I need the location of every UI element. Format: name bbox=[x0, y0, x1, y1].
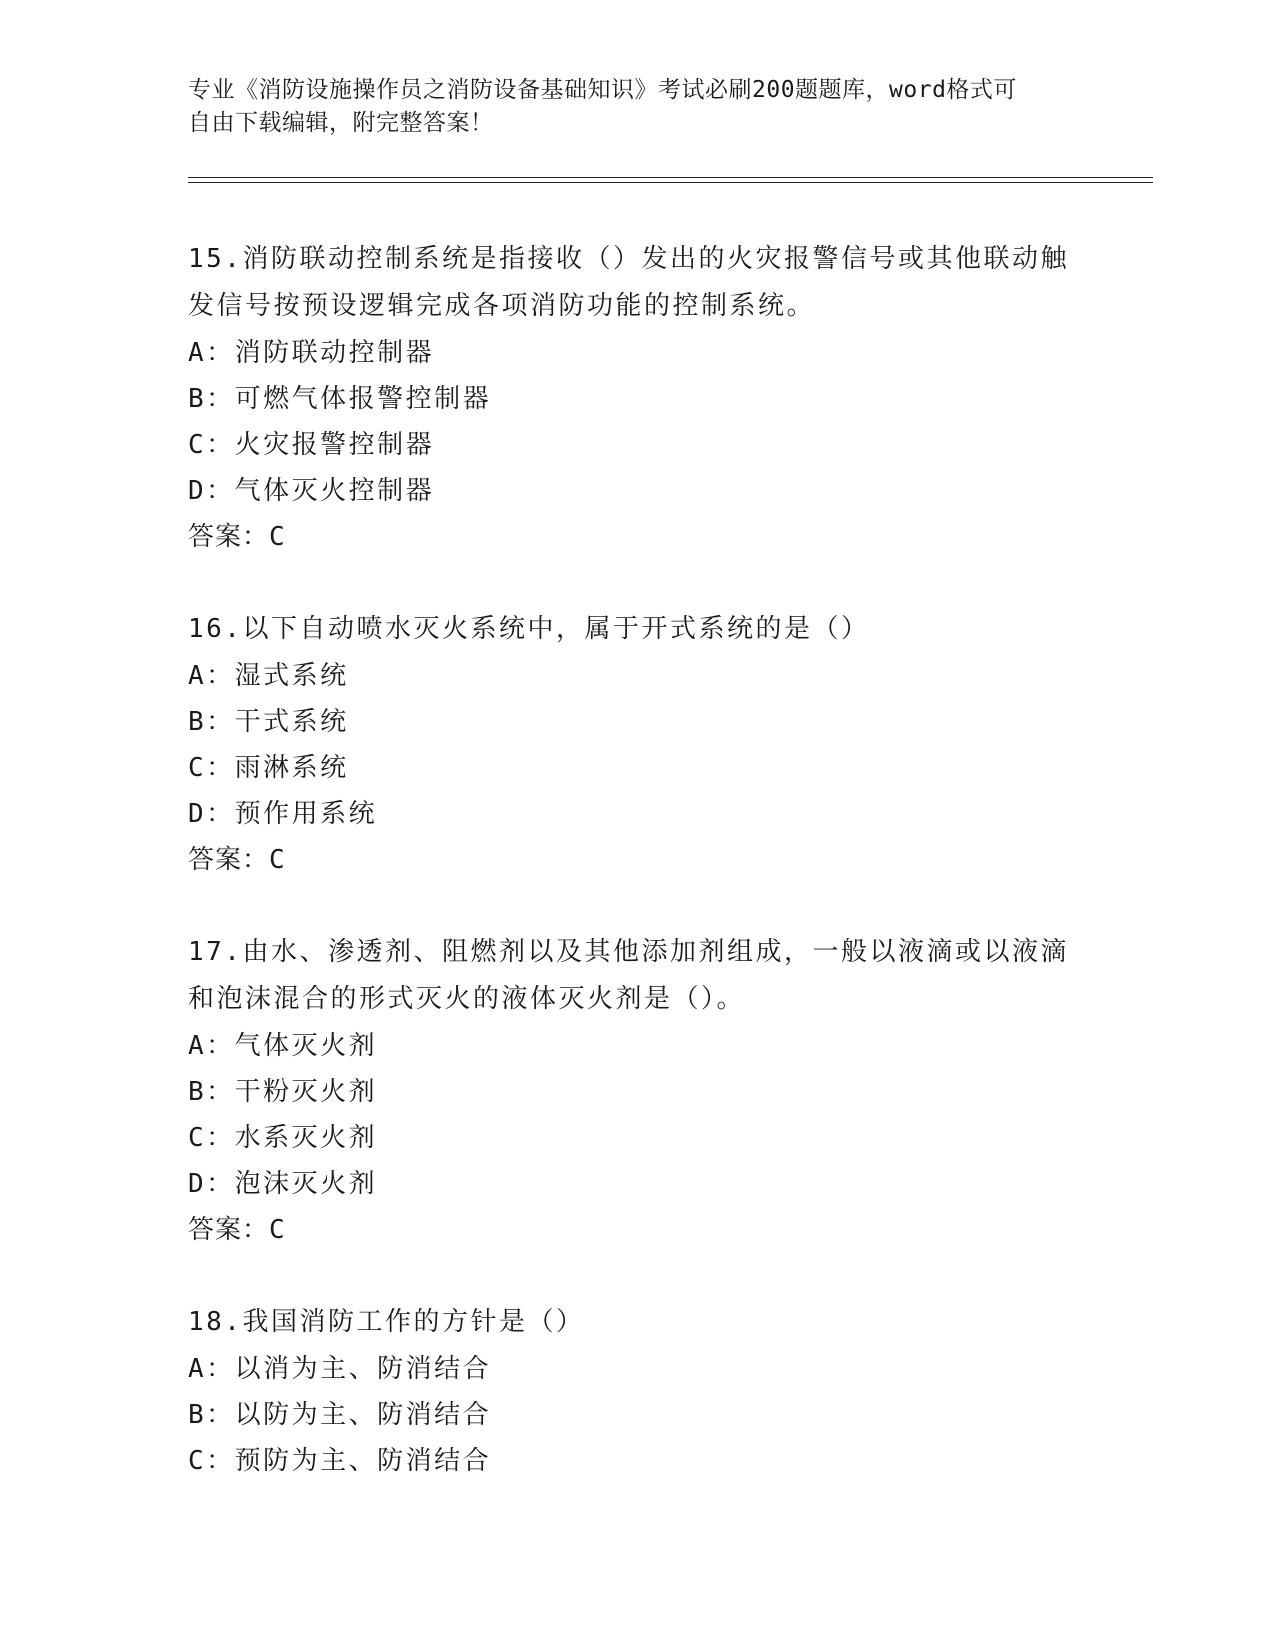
option-b: B：以防为主、防消结合 bbox=[188, 1400, 492, 1430]
header-divider-bottom bbox=[188, 182, 1153, 183]
header-line-2: 自由下载编辑，附完整答案！ bbox=[188, 110, 494, 136]
question-list bbox=[188, 236, 1088, 1530]
option-a: A：湿式系统 bbox=[188, 661, 349, 691]
option-b: B：干式系统 bbox=[188, 707, 349, 737]
option-a: A：气体灭火剂 bbox=[188, 1031, 378, 1061]
question-stem-line: 15.消防联动控制系统是指接收（）发出的火灾报警信号或其他联动触 bbox=[188, 244, 1069, 274]
header-divider-top bbox=[188, 177, 1153, 178]
answer-label: 答案： bbox=[188, 845, 270, 875]
question-stem-line: 17.由水、渗透剂、阻燃剂以及其他添加剂组成，一般以液滴或以液滴 bbox=[188, 937, 1069, 967]
option-b: B：干粉灭火剂 bbox=[188, 1077, 378, 1107]
document-header bbox=[188, 74, 1078, 140]
answer-value: C bbox=[269, 522, 285, 552]
answer-label: 答案： bbox=[188, 1215, 270, 1245]
option-d: D：预作用系统 bbox=[188, 799, 378, 829]
option-c: C：雨淋系统 bbox=[188, 753, 349, 783]
question-15 bbox=[188, 236, 1088, 560]
question-stem-line: 和泡沫混合的形式灭火的液体灭火剂是（）。 bbox=[188, 984, 746, 1014]
option-c: C：火灾报警控制器 bbox=[188, 430, 435, 460]
answer-value: C bbox=[269, 1215, 285, 1245]
option-b: B：可燃气体报警控制器 bbox=[188, 384, 492, 414]
question-stem-line: 18.我国消防工作的方针是（） bbox=[188, 1307, 585, 1337]
question-18 bbox=[188, 1299, 1088, 1484]
answer-line bbox=[188, 514, 1088, 560]
header-line-1: 专业《消防设施操作员之消防设备基础知识》考试必刷200题题库，word格式可 bbox=[188, 77, 1017, 103]
option-a: A：消防联动控制器 bbox=[188, 338, 435, 368]
question-stem-line: 16.以下自动喷水灭火系统中，属于开式系统的是（） bbox=[188, 614, 870, 644]
question-17 bbox=[188, 929, 1088, 1253]
answer-line bbox=[188, 1207, 1088, 1253]
answer-value: C bbox=[269, 845, 285, 875]
option-c: C：水系灭火剂 bbox=[188, 1123, 378, 1153]
question-stem-line: 发信号按预设逻辑完成各项消防功能的控制系统。 bbox=[188, 291, 816, 321]
answer-line bbox=[188, 837, 1088, 883]
option-c: C：预防为主、防消结合 bbox=[188, 1446, 492, 1476]
option-d: D：气体灭火控制器 bbox=[188, 476, 435, 506]
answer-label: 答案： bbox=[188, 522, 270, 552]
question-16 bbox=[188, 606, 1088, 883]
option-d: D：泡沫灭火剂 bbox=[188, 1169, 378, 1199]
option-a: A：以消为主、防消结合 bbox=[188, 1354, 492, 1384]
